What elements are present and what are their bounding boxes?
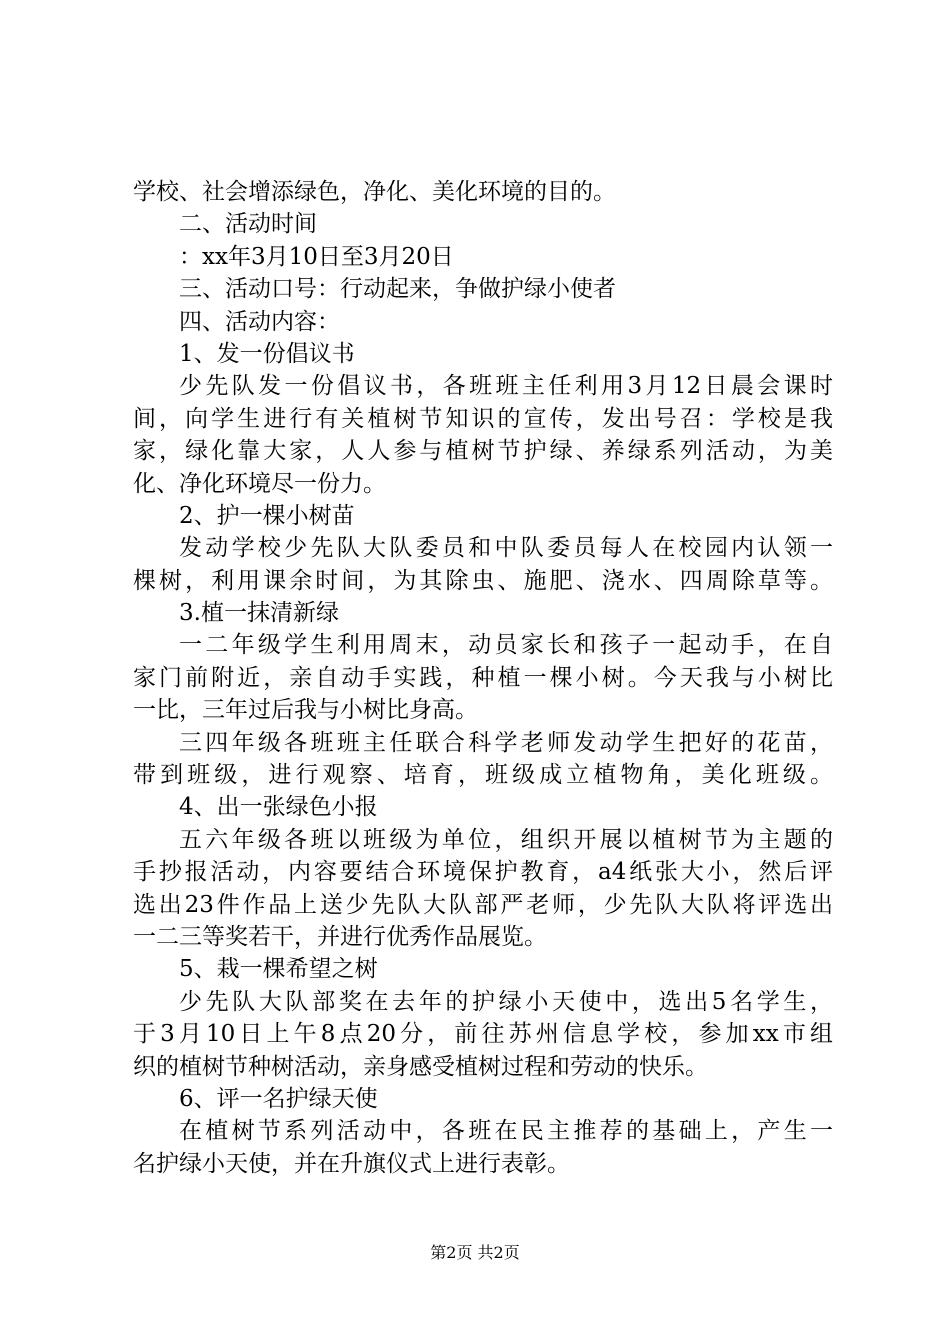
text-line: 少先队发一份倡议书，各班班主任利用3月12日晨会课时 [179,373,833,400]
text-line: 5、栽一棵希望之树 [179,956,378,983]
text-line: 一二年级学生利用周末，动员家长和孩子一起动手，在自 [179,632,833,659]
text-line: ：xx年3月10日至3月20日 [179,243,454,270]
text-line: 一二三等奖若干，并进行优秀作品展览。 [133,923,547,950]
text-line: 棵树，利用课余时间，为其除虫、施肥、浇水、四周除草等。 [133,567,833,594]
text-line: 五六年级各班以班级为单位，组织开展以植树节为主题的 [179,826,833,853]
text-line: 化、净化环境尽一份力。 [133,470,386,497]
text-line: 间，向学生进行有关植树节知识的宣传，发出号召：学校是我 [133,405,833,432]
text-line: 学校、社会增添绿色，净化、美化环境的目的。 [133,179,616,205]
text-line: 二、活动时间 [179,211,317,238]
text-line: 少先队大队部奖在去年的护绿小天使中，选出5名学生， [179,988,833,1015]
text-line: 家，绿化靠大家，人人参与植树节护绿、养绿系列活动，为美 [133,438,833,465]
text-line: 名护绿小天使，并在升旗仪式上进行表彰。 [133,1150,570,1177]
page-footer: 第2页 共2页 [430,1243,520,1262]
text-line: 选出23件作品上送少先队大队部严老师，少先队大队将评选出 [133,891,833,918]
text-line: 在植树节系列活动中，各班在民主推荐的基础上，产生一 [179,1118,833,1145]
text-line: 四、活动内容： [179,308,340,335]
text-line: 于3月10日上午8点20分，前往苏州信息学校，参加xx市组 [133,1021,833,1048]
text-line: 一比，三年过后我与小树比身高。 [133,697,478,724]
text-line: 6、评一名护绿天使 [179,1085,378,1112]
text-line: 三四年级各班班主任联合科学老师发动学生把好的花苗， [179,729,833,756]
text-line: 1、发一份倡议书 [179,340,355,367]
document-body [133,176,833,1180]
text-line: 三、活动口号：行动起来，争做护绿小使者 [179,276,616,303]
text-line: 4、出一张绿色小报 [179,794,378,821]
text-line: 带到班级，进行观察、培育，班级成立植物角，美化班级。 [133,762,833,789]
text-line: 手抄报活动，内容要结合环境保护教育，a4纸张大小，然后评 [133,859,833,886]
text-line: 2、护一棵小树苗 [179,502,355,529]
text-line: 织的植树节种树活动，亲身感受植树过程和劳动的快乐。 [133,1053,708,1080]
text-line: 3.植一抹清新绿 [179,600,339,627]
text-line: 家门前附近，亲自动手实践，种植一棵小树。今天我与小树比 [133,664,833,691]
text-line: 发动学校少先队大队委员和中队委员每人在校园内认领一 [179,535,833,562]
